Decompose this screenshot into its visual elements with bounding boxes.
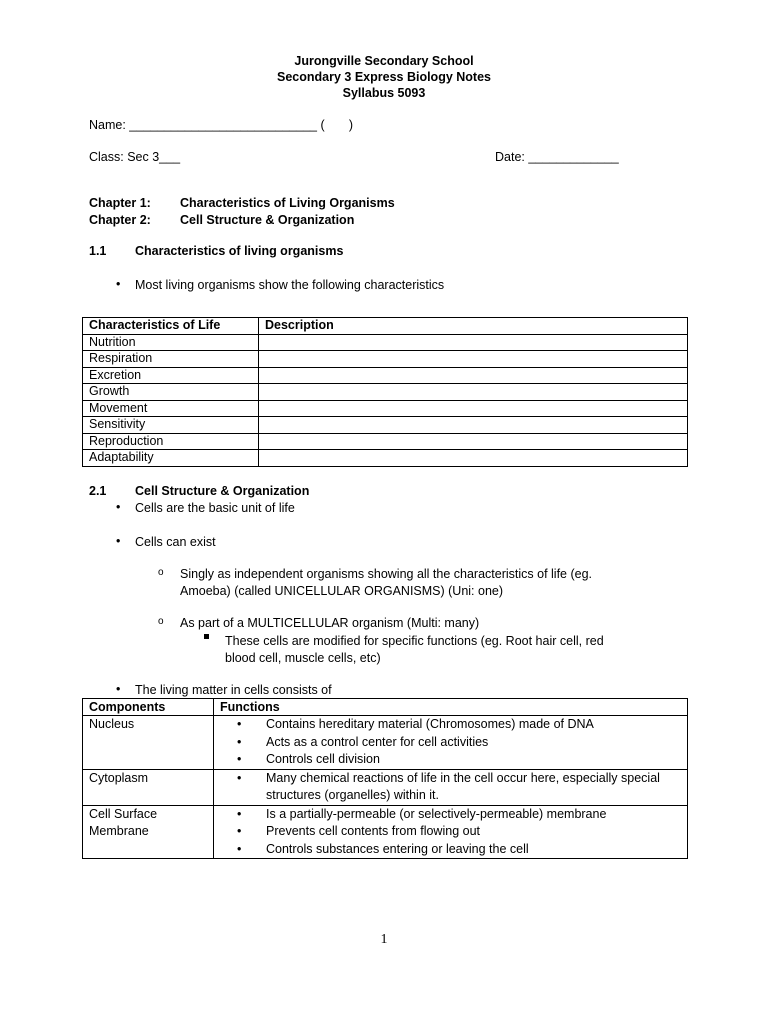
table-row [83, 334, 688, 351]
table-row [83, 716, 688, 770]
list-item: • Controls substances entering or leaving the cell [220, 841, 687, 859]
course-title: Secondary 3 Express Biology Notes [277, 70, 491, 84]
table-row [83, 433, 688, 450]
sub-bullet-1-line-1: Singly as independent organisms showing all the characteristics of life (eg. [180, 567, 593, 581]
table-row [83, 417, 688, 434]
column-header: Functions [214, 699, 688, 716]
hollow-bullet-icon: o [158, 616, 164, 627]
name-field[interactable]: Name: ___________________________ ( ) [89, 118, 354, 132]
table-row [83, 384, 688, 401]
syllabus-code: Syllabus 5093 [342, 86, 426, 100]
bullet-icon: • [116, 534, 121, 548]
list-item: • Is a partially-permeable (or selectively-permeable) membrane [220, 806, 687, 824]
characteristic-cell: Respiration [83, 351, 259, 368]
section-1-bullet: Most living organisms show the following characteristics [135, 278, 445, 292]
bullet-icon: • [116, 500, 121, 514]
functions-cell [214, 805, 688, 859]
description-cell [259, 400, 688, 417]
characteristic-cell: Excretion [83, 367, 259, 384]
chapter-1-number: Chapter 1: [89, 196, 151, 210]
component-cell: Cell Surface Membrane [83, 805, 214, 859]
characteristic-cell: Reproduction [83, 433, 259, 450]
bullet-icon: • [116, 682, 121, 696]
description-cell [259, 334, 688, 351]
sub-sub-bullet-line-2: blood cell, muscle cells, etc) [225, 651, 381, 665]
description-cell [259, 417, 688, 434]
chapter-2-number: Chapter 2: [89, 213, 151, 227]
chapter-1-title: Characteristics of Living Organisms [180, 196, 395, 210]
column-header: Components [83, 699, 214, 716]
list-item: • Prevents cell contents from flowing out [220, 823, 687, 841]
description-cell [259, 351, 688, 368]
chapter-2-title: Cell Structure & Organization [180, 213, 355, 227]
functions-cell [214, 769, 688, 805]
table-row [83, 450, 688, 467]
column-header: Description [259, 318, 688, 335]
characteristic-cell: Movement [83, 400, 259, 417]
description-cell [259, 433, 688, 450]
column-header: Characteristics of Life [83, 318, 259, 335]
table-row [83, 805, 688, 859]
table-row [83, 400, 688, 417]
square-bullet-icon [204, 634, 209, 639]
table-header-row [83, 318, 688, 335]
component-cell: Nucleus [83, 716, 214, 770]
characteristic-cell: Nutrition [83, 334, 259, 351]
characteristic-cell: Adaptability [83, 450, 259, 467]
characteristic-cell: Sensitivity [83, 417, 259, 434]
hollow-bullet-icon: o [158, 567, 164, 578]
section-2-bullet-3: The living matter in cells consists of [135, 683, 332, 697]
section-2-bullet-1: Cells are the basic unit of life [135, 501, 295, 515]
functions-cell [214, 716, 688, 770]
sub-bullet-2: As part of a MULTICELLULAR organism (Multi: many) [180, 616, 480, 630]
section-2-title: Cell Structure & Organization [135, 484, 310, 498]
list-item: • Acts as a control center for cell activities [220, 734, 687, 752]
description-cell [259, 450, 688, 467]
list-item: • Controls cell division [220, 751, 687, 769]
table-row [83, 351, 688, 368]
page-number: 1 [380, 932, 388, 947]
table-header-row [83, 699, 688, 716]
list-item: • Many chemical reactions of life in the cell occur here, especially special structures (organelles) within it. [220, 770, 677, 805]
class-field[interactable]: Class: Sec 3___ [89, 150, 181, 164]
characteristics-table [82, 317, 688, 467]
bullet-icon: • [116, 277, 121, 291]
sub-sub-bullet-line-1: These cells are modified for specific functions (eg. Root hair cell, red [225, 634, 604, 648]
list-item: • Contains hereditary material (Chromosomes) made of DNA [220, 716, 687, 734]
date-field[interactable]: Date: _____________ [495, 150, 619, 164]
components-table [82, 698, 688, 859]
component-cell: Cytoplasm [83, 769, 214, 805]
section-2-number: 2.1 [89, 484, 107, 498]
description-cell [259, 367, 688, 384]
characteristic-cell: Growth [83, 384, 259, 401]
sub-bullet-1-line-2: Amoeba) (called UNICELLULAR ORGANISMS) (Uni: one) [180, 584, 504, 598]
section-1-title: Characteristics of living organisms [135, 244, 344, 258]
description-cell [259, 384, 688, 401]
table-row [83, 769, 688, 805]
school-name: Jurongville Secondary School [294, 54, 474, 68]
table-row [83, 367, 688, 384]
section-1-number: 1.1 [89, 244, 107, 258]
section-2-bullet-2: Cells can exist [135, 535, 216, 549]
